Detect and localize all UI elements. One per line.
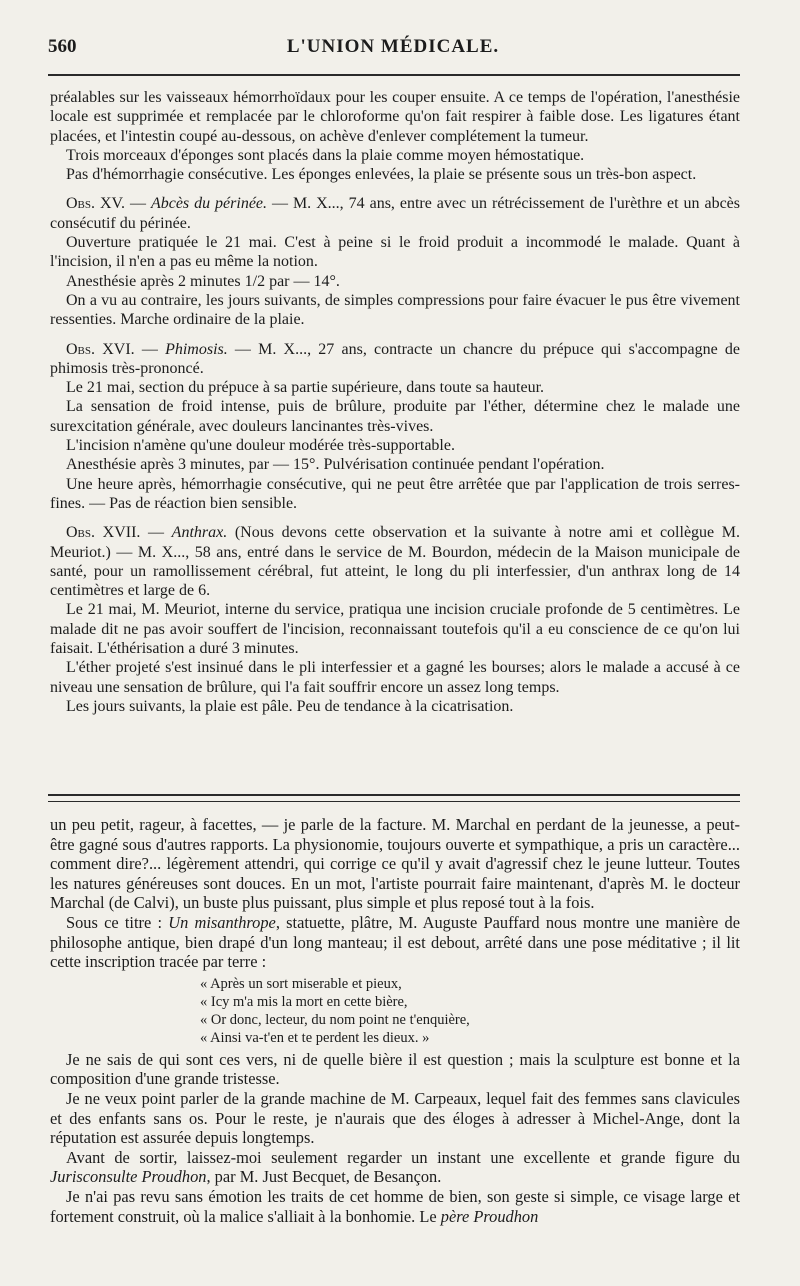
paragraph: L'éther projeté s'est insinué dans le pli interfessier et a gagné les bourses; alors le malade a accusé à ce niveau une sensation de brûlure, qui l'a fait souffrir encore un assez long temps. (50, 659, 740, 696)
paragraph: On a vu au contraire, les jours suivants, de simples compressions pour faire évacuer le pus être vivement ressenties. Marche ordinaire de la plaie. (50, 291, 740, 329)
feuilleton-rule (48, 794, 740, 796)
paragraph: Pas d'hémorrhagie consécutive. Les éponges enlevées, la plaie se présente sous un très-bon aspect. (66, 166, 697, 184)
paragraph: Anesthésie après 2 minutes 1/2 par — 14°. (66, 272, 340, 290)
paragraph: un peu petit, rageur, à facettes, — je parle de la facture. M. Marchal en perdant de la jeunesse, a peut-être gagné sous d'autres rapports. La physionomie, toujours ouverte et sympathique, a pris un caractère... comment dire?... légèrement attendri, qui corrige ce qu'il y avait d'agressif chez le jeune lutteur. Toutes les natures généreuses sont douces. En un mot, l'artiste pourrait faire maintenant, d'après M. le docteur Marchal (de Calvi), un buste plus puissant, plus simple et plus reposé tout à la fois. (50, 815, 740, 913)
feuilleton-article (50, 815, 740, 1226)
artwork-title: Un misanthrope (168, 912, 276, 932)
observation-title: Phimosis. (165, 340, 228, 358)
paragraph: Le 21 mai, section du prépuce à sa partie supérieure, dans toute sa hauteur. (66, 379, 545, 397)
verse-inscription (200, 975, 740, 1047)
verse-line: « Ainsi va-t'en et te perdent les dieux. » (200, 1029, 430, 1046)
artwork-title: Jurisconsulte Proudhon (50, 1167, 207, 1187)
observation-title: Anthrax. (171, 524, 228, 542)
paragraph: La sensation de froid intense, puis de brûlure, produite par l'éther, détermine chez le malade une surexcitation générale, avec douleurs lancinantes très-vives. (50, 398, 740, 435)
verse-line: « Icy m'a mis la mort en cette bière, (200, 993, 408, 1010)
paragraph: Je ne veux point parler de la grande machine de M. Carpeaux, lequel fait des femmes sans clavicules et des enfants sans os. Pour le reste, je n'aurais que des éloges à adresser à Michel-Ange, dont la réputation est assurée depuis longtemps. (50, 1088, 740, 1148)
paragraph: Avant de sortir, laissez-moi seulement regarder un instant une excellente et grande figure du Jurisconsulte Proudhon, par M. Just Becquet, de Besançon. (50, 1147, 740, 1187)
paragraph: L'incision n'amène qu'une douleur modérée très-supportable. (66, 437, 455, 455)
paragraph: Sous ce titre : Un misanthrope, statuette, plâtre, M. Auguste Pauffard nous montre une manière de philosophe antique, bien drapé d'un long manteau; il est debout, arrêté dans une pose méditative ; il lit cette inscription tracée par terre : (50, 912, 740, 972)
paragraph: Je n'ai pas revu sans émotion les traits de cet homme de bien, son geste si simple, ce visage large et fortement construit, où la malice s'alliait à la bonhomie. Le père Proudhon (50, 1186, 740, 1226)
verse-line: « Or donc, lecteur, du nom point ne t'enquière, (200, 1011, 470, 1028)
medical-article (50, 88, 740, 716)
paragraph: Le 21 mai, M. Meuriot, interne du service, pratiqua une incision cruciale profonde de 5 centimètres. Le malade dit ne pas avoir souffert de l'incision, reconnaissant toutefois qu'il a eu conscience de ce qu'on lui faisait. L'éthérisation a duré 3 minutes. (50, 601, 740, 658)
observation-xv: Obs. XV. — Abcès du périnée. — M. X..., 74 ans, entre avec un rétrécissement de l'urèthre et un abcès consécutif du périnée. (50, 195, 740, 232)
paragraph: Les jours suivants, la plaie est pâle. Peu de tendance à la cicatrisation. (66, 697, 514, 715)
observation-xvi: Obs. XVI. — Phimosis. — M. X..., 27 ans, contracte un chancre du prépuce qui s'accompagne de phimosis très-prononcé. (50, 340, 741, 377)
feuilleton-rule-thin (48, 801, 740, 802)
paragraph: préalables sur les vaisseaux hémorrhoïdaux pour les couper ensuite. A ce temps de l'opération, l'anesthésie locale est supprimée et remplacée par le chloroforme qu'on fait respirer à faible dose. Les ligatures étant placées, et l'intestin coupé au-dessous, on achève d'enlever complétement la tumeur. (50, 89, 740, 145)
verse-line: « Après un sort miserable et pieux, (200, 975, 402, 992)
paragraph: Ouverture pratiquée le 21 mai. C'est à peine si le froid produit a incommodé le malade. Quant à l'incision, il n'en a pas eu même la notion. (50, 234, 740, 271)
journal-title: L'UNION MÉDICALE. (286, 36, 500, 57)
artwork-title: père Proudhon (440, 1206, 539, 1226)
paragraph: Une heure après, hémorrhagie consécutive, qui ne peut être arrêtée que par l'application de trois serres-fines. — Pas de réaction bien sensible. (50, 475, 740, 512)
observation-title: Abcès du périnée. (150, 195, 268, 213)
running-header (48, 36, 738, 70)
paragraph: Je ne sais de qui sont ces vers, ni de quelle bière il est question ; mais la sculpture est bonne et la composition d'une grande tristesse. (50, 1049, 740, 1089)
observation-label: Obs. XV. (66, 195, 126, 213)
observation-label: Obs. XVII. (66, 524, 141, 542)
page-number: 560 (48, 36, 77, 57)
header-rule (48, 74, 740, 76)
paragraph: Trois morceaux d'éponges sont placés dans la plaie comme moyen hémostatique. (66, 146, 585, 164)
paragraph: Anesthésie après 3 minutes, par — 15°. Pulvérisation continuée pendant l'opération. (66, 456, 605, 474)
observation-label: Obs. XVI. (66, 340, 135, 358)
observation-xvii: Obs. XVII. — Anthrax. (Nous devons cette observation et la suivante à notre ami et collègue M. Meuriot.) — M. X..., 58 ans, entré dans le service de M. Bourdon, médecin de la Maison municipale de santé, pour un ramollissement cérébral, fut atteint, le long du pli interfessier, d'un anthrax long de 14 centimètres et large de 6. (50, 524, 741, 600)
